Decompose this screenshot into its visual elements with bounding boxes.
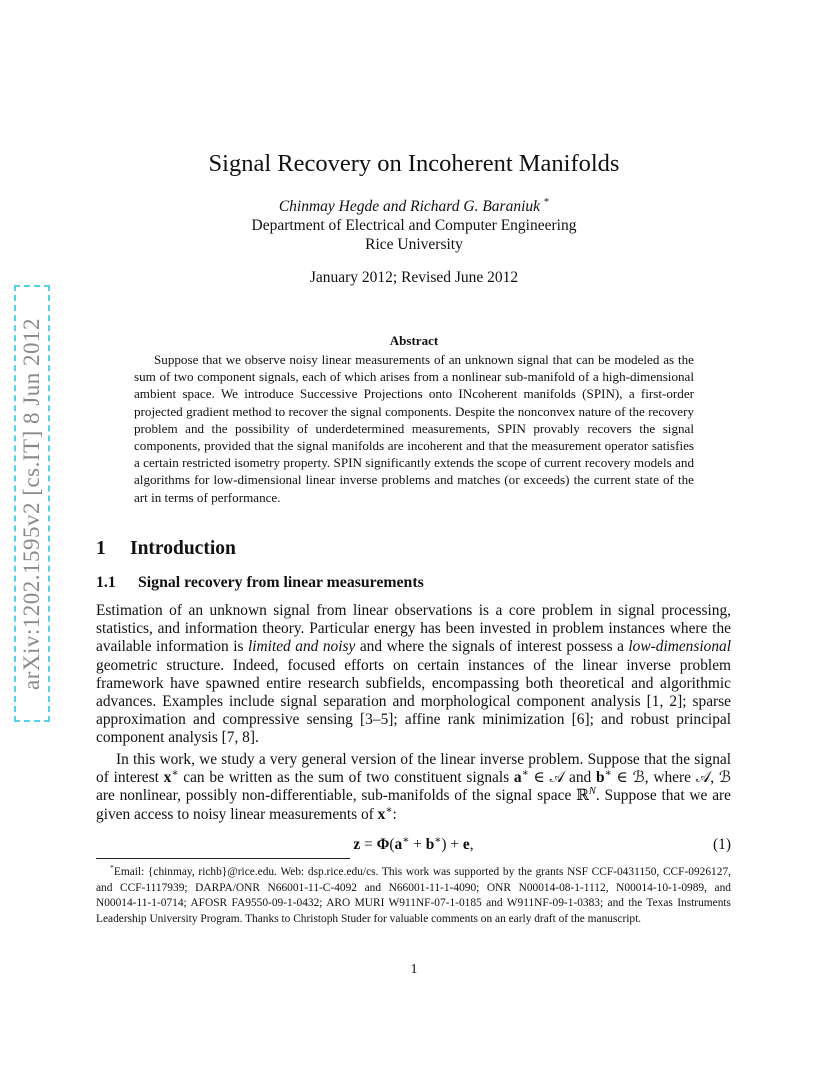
author-footnote-mark: * bbox=[543, 196, 550, 208]
paragraph-1-text-b: and where the signals of interest possess a bbox=[355, 638, 629, 656]
paragraph-1-emphasis-2: low-dimensional bbox=[628, 638, 732, 656]
footnote-mark: * bbox=[110, 863, 114, 873]
subsection-heading bbox=[96, 574, 424, 592]
footnote bbox=[96, 865, 731, 927]
section-heading bbox=[96, 538, 236, 560]
footnote-rule bbox=[96, 858, 350, 859]
equation-1 bbox=[96, 836, 731, 854]
paragraph-1 bbox=[96, 602, 731, 748]
arxiv-stamp bbox=[14, 285, 50, 722]
authors bbox=[0, 198, 828, 216]
paragraph-2-text-e: are nonlinear, possibly non-differentiable, sub-manifolds of the signal space bbox=[96, 787, 577, 805]
subsection-title: Signal recovery from linear measurements bbox=[138, 574, 424, 591]
paragraph-1-emphasis-1: limited and noisy bbox=[248, 638, 356, 656]
paper-date: January 2012; Revised June 2012 bbox=[309, 269, 519, 286]
paper-title: Signal Recovery on Incoherent Manifolds bbox=[208, 150, 620, 177]
page-number: 1 bbox=[410, 962, 418, 977]
university: Rice University bbox=[365, 236, 463, 253]
paragraph-2-text-f: . Suppose that we are given access to noisy linear measurements of bbox=[96, 787, 731, 823]
equation-body: z = Φ(a∗ + b∗) + e, bbox=[353, 834, 474, 853]
section-number: 1 bbox=[96, 538, 106, 559]
abstract-text: Suppose that we observe noisy linear measurements of an unknown signal that can be modeled as the sum of two component signals, each of which arises from a nonlinear sub-manifold of a high-dimensional ambient space. We introduce Successive Projections onto INcoherent manifolds (SPIN), a first-order projected gradient method to recover the signal components. Despite the nonconvex nature of the recovery problem and the possibility of underdetermined measurements, SPIN provably recovers the signal components, provided that the signal manifolds are incoherent and that the measurement operator satisfies a certain restricted isometry property. SPIN significantly extends the scope of current recovery models and algorithms for low-dimensional linear inverse problems and matches (or exceeds) the current state of the art in terms of performance. bbox=[134, 352, 694, 505]
subsection-number: 1.1 bbox=[96, 574, 116, 591]
abstract-body bbox=[134, 351, 694, 506]
paragraph-2-text-b: can be written as the sum of two constituent signals bbox=[178, 769, 514, 787]
author-names: Chinmay Hegde and Richard G. Baraniuk bbox=[278, 198, 541, 215]
paragraph-2: In this work, we study a very general version of the linear inverse problem. Suppose that the signal of interest x∗ can be written as the sum of two constituent signals a∗ ∈ 𝒜 and b∗ ∈ ℬ, where 𝒜, ℬ are nonlinear, possibly non-differentiable, sub-manifolds of the signal space ℝ$^N$. Suppose that we are given access to noisy linear measurements of x∗: bbox=[96, 751, 731, 823]
footnote-text: Email: {chinmay, richb}@rice.edu. Web: dsp.rice.edu/cs. This work was supported by the grants NSF CCF-0431150, CCF-0926127, and CCF-1117939; DARPA/ONR N66001-11-C-4092 and N66001-11-1-4090; ONR N00014-08-1-1112, N00014-10-1-0989, and N00014-11-1-0714; AFOSR FA9550-09-1-0432; ARO MURI W911NF-07-1-0185 and W911NF-09-1-0383; and the Texas Instruments Leadership University Program. Thanks to Christoph Studer for valuable comments on an early draft of the manuscript. bbox=[96, 866, 731, 925]
paragraph-2-text-d: , where bbox=[644, 769, 696, 787]
paragraph-2-text-c: and bbox=[564, 769, 597, 787]
section-title: Introduction bbox=[130, 538, 236, 559]
abstract-heading: Abstract bbox=[389, 333, 439, 348]
affiliation: Department of Electrical and Computer Engineering bbox=[251, 217, 577, 234]
paragraph-1-text-c: geometric structure. Indeed, focused efforts on certain instances of the linear inverse problem framework have spawned entire research subfields, encompassing both theoretical and algorithmic advances. Examples include signal separation and morphological component analysis [1, 2]; sparse approximation and compressive sensing [3–5]; affine rank minimization [6]; and robust principal component analysis [7, 8]. bbox=[96, 656, 731, 747]
paragraph-1-text-a: Estimation of an unknown signal from linear observations is a core problem in signal processing, statistics, and information theory. Particular energy has been invested in problem instances where the available information is bbox=[96, 602, 731, 656]
arxiv-stamp-text: arXiv:1202.1595v2 [cs.IT] 8 Jun 2012 bbox=[19, 317, 44, 690]
paragraph-2-text-a: In this work, we study a very general version of the linear inverse problem. Suppose that the signal of interest bbox=[96, 751, 731, 787]
equation-number: (1) bbox=[713, 836, 731, 853]
